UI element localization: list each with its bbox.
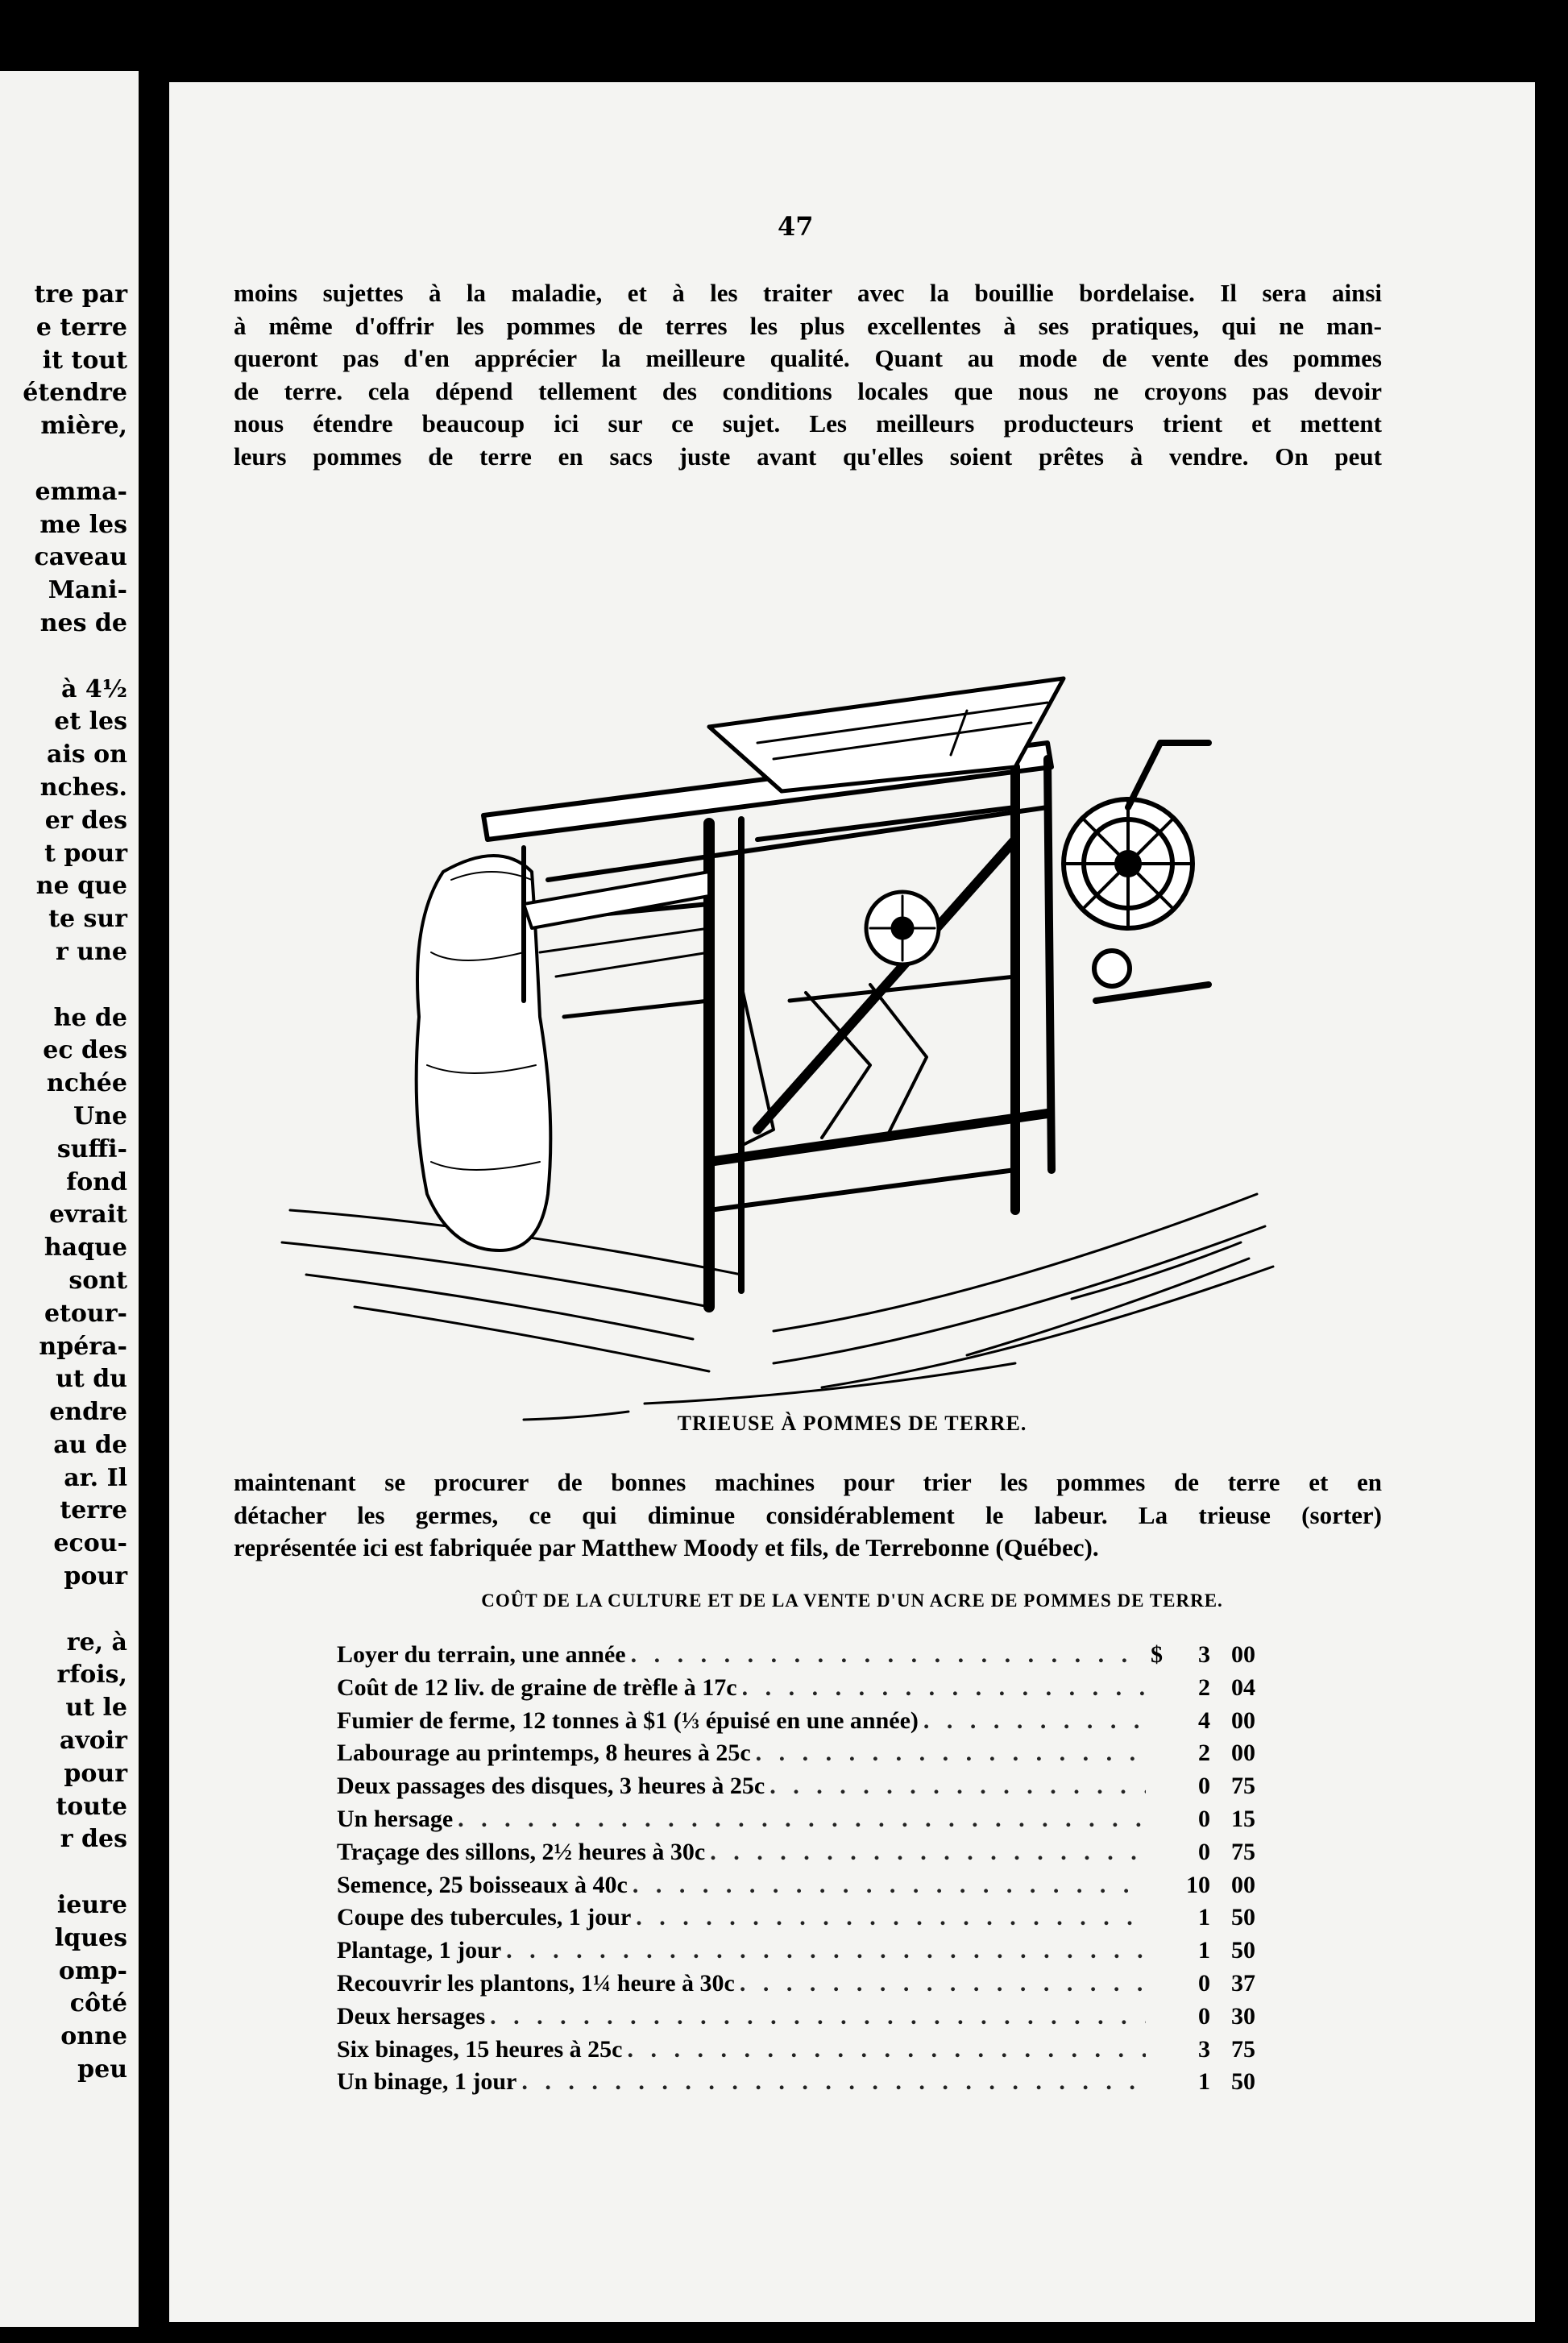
left-fragment-line: ne que xyxy=(35,872,127,901)
leader-dots xyxy=(633,1872,1146,1899)
cost-cents: 50 xyxy=(1231,1937,1255,1964)
left-fragment-line: emma- xyxy=(35,477,127,506)
left-fragment-line: au de xyxy=(53,1430,127,1459)
left-fragment-line: et les xyxy=(54,707,127,736)
left-fragment-line: te sur xyxy=(48,905,127,934)
cost-dollars: 1 xyxy=(1198,1904,1210,1931)
left-fragment-line: Une xyxy=(73,1101,127,1130)
leader-dots xyxy=(740,1970,1146,1997)
cost-cents: 00 xyxy=(1231,1871,1255,1898)
cost-description: Fumier de ferme, 12 tonnes à $1 (⅓ épuisé en une année) xyxy=(337,1706,919,1734)
cost-description: Un hersage xyxy=(337,1805,454,1832)
cost-row xyxy=(337,1707,1255,1740)
cost-row xyxy=(337,1773,1255,1806)
left-fragment-line: suffi- xyxy=(56,1134,127,1163)
cost-cents: 30 xyxy=(1231,2002,1255,2030)
cost-row xyxy=(337,1740,1255,1773)
cost-dollars: 3 xyxy=(1198,2035,1210,2063)
left-fragment-line: tre par xyxy=(34,280,127,309)
cost-description: Labourage au printemps, 8 heures à 25c xyxy=(337,1740,751,1767)
left-fragment-line: he de xyxy=(53,1003,127,1032)
left-fragment-line: endre xyxy=(49,1398,127,1427)
cost-row xyxy=(337,1872,1255,1905)
left-fragment-line: ieure xyxy=(56,1891,127,1920)
cost-description: Traçage des sillons, 2½ heures à 30c xyxy=(337,1838,706,1865)
left-fragment-line: caveau xyxy=(34,543,127,572)
left-fragment-line xyxy=(23,1856,127,1889)
text-line: leurs pommes de terre en sacs juste avant qu'elles soient prêtes à vendre. On peut xyxy=(234,442,1382,471)
left-fragment-line: terre xyxy=(60,1496,127,1525)
left-fragment-line xyxy=(23,1594,127,1627)
cost-cents: 37 xyxy=(1231,1969,1255,1997)
text-line: moins sujettes à la maladie, et à les traiter avec la bouillie bordelaise. Il sera ainsi xyxy=(234,279,1382,307)
text-line: de terre. cela dépend tellement des conditions locales que nous ne croyons pas devoir xyxy=(234,376,1382,405)
cost-cents: 75 xyxy=(1231,1838,1255,1865)
left-fragment-line: sont xyxy=(68,1266,127,1295)
leader-dots xyxy=(742,1674,1146,1702)
left-fragment-line: nches. xyxy=(39,773,127,802)
left-fragment-line: haque xyxy=(44,1234,127,1263)
cost-cents: 50 xyxy=(1231,1904,1255,1931)
cost-dollars: 0 xyxy=(1198,1773,1210,1800)
cost-row xyxy=(337,1674,1255,1707)
cost-cents: 00 xyxy=(1231,1641,1255,1668)
left-fragment-line: avoir xyxy=(59,1727,127,1756)
left-fragment-line: r une xyxy=(56,937,127,966)
cost-dollars: 4 xyxy=(1198,1706,1210,1734)
left-fragment-line: fond xyxy=(66,1167,127,1196)
cost-row xyxy=(337,2036,1255,2069)
cost-dollars: 1 xyxy=(1198,1937,1210,1964)
cost-description: Coupe des tubercules, 1 jour xyxy=(337,1904,632,1931)
cost-dollars: 0 xyxy=(1198,1805,1210,1832)
left-fragment-line: ec des xyxy=(43,1036,127,1065)
cost-cents: 15 xyxy=(1231,1805,1255,1832)
cost-dollars: 2 xyxy=(1198,1673,1210,1701)
leader-dots xyxy=(490,2003,1146,2030)
left-fragment-line: re, à xyxy=(66,1628,127,1657)
leader-dots xyxy=(521,2068,1146,2096)
leader-dots xyxy=(769,1773,1146,1800)
left-fragment-line: à 4½ xyxy=(60,674,127,703)
text-line: queront pas d'en apprécier la meilleure qualité. Quant au mode de vente des pommes xyxy=(234,344,1382,372)
cost-cents: 00 xyxy=(1231,1706,1255,1734)
paragraph-top xyxy=(234,277,1382,473)
cost-dollars: 0 xyxy=(1198,1969,1210,1997)
figure-caption: TRIEUSE À POMMES DE TERRE. xyxy=(677,1412,1027,1435)
leader-dots xyxy=(631,1641,1146,1669)
text-line: à même d'offrir les pommes de terres les plus excellentes à ses pratiques, qui ne man- xyxy=(234,311,1382,340)
small-wheel xyxy=(866,892,939,964)
machine-frame xyxy=(483,743,1052,1307)
cost-cents: 04 xyxy=(1231,1673,1255,1701)
cost-description: Loyer du terrain, une année xyxy=(337,1641,626,1668)
left-fragment-line: npéra- xyxy=(39,1332,127,1361)
left-fragment-line: etour- xyxy=(44,1299,127,1328)
cost-description: Deux passages des disques, 3 heures à 25c xyxy=(337,1773,765,1800)
cost-cents: 75 xyxy=(1231,1773,1255,1800)
cost-description: Coût de 12 liv. de graine de trèfle à 17c xyxy=(337,1673,737,1701)
cost-description: Recouvrir les plantons, 1¼ heure à 30c xyxy=(337,1969,735,1997)
text-line: représentée ici est fabriquée par Matthew Moody et fils, de Terrebonne (Québec). xyxy=(234,1533,1099,1561)
cost-row xyxy=(337,1970,1255,2003)
left-fragment-line: nchée xyxy=(46,1069,127,1098)
left-fragment-line: me les xyxy=(39,510,127,539)
cost-dollars: 10 xyxy=(1186,1871,1210,1898)
left-fragment-line: ut le xyxy=(65,1694,127,1723)
left-fragment-line: evrait xyxy=(48,1201,127,1230)
leader-dots xyxy=(627,2036,1146,2063)
leader-dots xyxy=(506,1937,1146,1964)
text-line: maintenant se procurer de bonnes machines pour trier les pommes de terre et en xyxy=(234,1468,1382,1496)
left-page-fragment xyxy=(0,71,139,2327)
cost-cents: 50 xyxy=(1231,2068,1255,2096)
left-fragment-line: rfois, xyxy=(56,1661,127,1690)
left-page-text xyxy=(23,279,127,2087)
left-fragment-line: côté xyxy=(69,1989,127,2018)
left-fragment-line: r des xyxy=(60,1825,127,1854)
cost-table-title: COÛT DE LA CULTURE ET DE LA VENTE D'UN ACRE DE POMMES DE TERRE. xyxy=(481,1590,1223,1611)
left-fragment-line: er des xyxy=(44,806,127,835)
left-fragment-line xyxy=(23,443,127,476)
leader-dots xyxy=(458,1806,1146,1833)
cost-dollars: 2 xyxy=(1198,1740,1210,1767)
left-fragment-line: peu xyxy=(77,2055,127,2084)
book-page xyxy=(169,82,1535,2322)
left-fragment-line: toute xyxy=(56,1792,127,1821)
left-fragment-line: e terre xyxy=(35,313,127,342)
leader-dots xyxy=(756,1740,1146,1767)
cost-dollars: 0 xyxy=(1198,1838,1210,1865)
left-fragment-line: t pour xyxy=(44,839,127,868)
left-fragment-line: ecou- xyxy=(53,1529,127,1558)
currency-sign: $ xyxy=(1151,1641,1163,1668)
cost-row xyxy=(337,1904,1255,1937)
cost-dollars: 0 xyxy=(1198,2002,1210,2030)
left-fragment-line: pour xyxy=(64,1562,127,1591)
left-fragment-line: ais on xyxy=(47,740,127,769)
cost-description: Semence, 25 boisseaux à 40c xyxy=(337,1871,628,1898)
cost-table xyxy=(337,1641,1255,2101)
left-fragment-line: lques xyxy=(54,1923,127,1952)
text-line: détacher les germes, ce qui diminue considérablement le labeur. La trieuse (sorter) xyxy=(234,1500,1382,1529)
left-fragment-line: pour xyxy=(64,1759,127,1788)
left-fragment-line: Mani- xyxy=(48,576,127,605)
cost-cents: 75 xyxy=(1231,2035,1255,2063)
cost-dollars: 1 xyxy=(1198,2068,1210,2096)
left-fragment-line: mière, xyxy=(40,412,127,441)
leader-dots xyxy=(710,1839,1146,1866)
page-number: 47 xyxy=(778,211,814,242)
cost-row xyxy=(337,2003,1255,2036)
cost-cents: 00 xyxy=(1231,1740,1255,1767)
cost-row xyxy=(337,1937,1255,1970)
cost-description: Six binages, 15 heures à 25c xyxy=(337,2035,623,2063)
cost-description: Un binage, 1 jour xyxy=(337,2068,517,2096)
left-fragment-line: ut du xyxy=(56,1365,127,1394)
left-fragment-line: nes de xyxy=(39,608,127,637)
left-fragment-line: ar. Il xyxy=(64,1463,127,1492)
cost-row xyxy=(337,1641,1255,1674)
potato-sorter-illustration xyxy=(258,501,1346,1492)
left-fragment-line xyxy=(23,969,127,1002)
cost-dollars: 3 xyxy=(1198,1641,1210,1668)
cost-description: Deux hersages xyxy=(337,2002,486,2030)
left-fragment-line xyxy=(23,641,127,674)
leader-dots xyxy=(923,1707,1146,1735)
text-line: nous étendre beaucoup ici sur ce sujet. Les meilleurs producteurs trient et mettent xyxy=(234,409,1382,437)
left-fragment-line: it tout xyxy=(42,346,127,375)
cost-row xyxy=(337,1839,1255,1872)
leader-dots xyxy=(636,1904,1146,1931)
crank-wheel xyxy=(1064,743,1209,1001)
cost-description: Plantage, 1 jour xyxy=(337,1937,502,1964)
paragraph-bottom xyxy=(234,1466,1382,1565)
cost-row xyxy=(337,1806,1255,1839)
cost-row xyxy=(337,2068,1255,2101)
left-fragment-line: étendre xyxy=(23,379,127,408)
left-fragment-line: onne xyxy=(60,2022,127,2051)
left-fragment-line: omp- xyxy=(58,1956,127,1985)
floor-hatching xyxy=(282,1194,1273,1420)
